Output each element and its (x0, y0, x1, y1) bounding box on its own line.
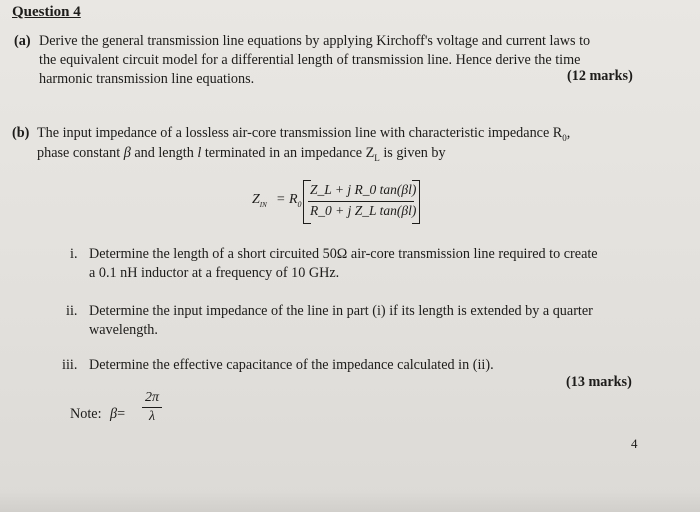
part-b-marks: (13 marks) (566, 374, 632, 390)
part-b-line-1-sub: 0 (562, 132, 567, 143)
note-label: Note: (70, 406, 102, 422)
part-b-line-2-a: phase constant (37, 145, 124, 161)
part-b-line-2 (37, 144, 446, 168)
item-ii-line-2: wavelength. (89, 322, 158, 338)
note-fraction-line (142, 407, 162, 408)
note-beta (110, 405, 125, 424)
item-ii-num: ii. (66, 303, 78, 319)
note-eq-sign: = (117, 406, 126, 422)
formula-denominator: R_0 + j Z_L tan(βl) (310, 203, 417, 218)
formula-lhs (252, 192, 267, 209)
part-a-line-2: the equivalent circuit model for a differential length of transmission line. Hence derive the time (39, 52, 581, 68)
part-b-line-1-end: , (566, 125, 571, 141)
part-b-line-2-b: and length (130, 145, 198, 161)
zl-sub: L (374, 152, 380, 163)
part-b-line-1-text: The input impedance of a lossless air-core transmission line with characteristic impedance R (37, 125, 563, 141)
input-impedance-formula (252, 180, 432, 224)
part-b-line-2-d: is given by (379, 145, 446, 161)
beta-symbol: β (123, 145, 131, 161)
part-a-marks: (12 marks) (567, 68, 633, 84)
part-b-label: (b) (12, 125, 30, 141)
note-denominator: λ (148, 409, 156, 425)
item-iii-line-1: Determine the effective capacitance of the impedance calculated in (ii). (89, 357, 494, 373)
formula-eq-sub: 0 (297, 199, 302, 209)
length-symbol: l (197, 145, 202, 161)
formula-eq (276, 192, 302, 209)
part-b-line-2-c: terminated in an impedance Z (201, 145, 375, 161)
item-i-line-2: a 0.1 nH inductor at a frequency of 10 GHz. (89, 265, 340, 281)
formula-lhs-z: Z (252, 192, 260, 207)
part-a-line-3: harmonic transmission line equations. (39, 71, 255, 87)
note-numerator: 2π (144, 390, 159, 405)
formula-right-bracket (412, 180, 420, 224)
note-fraction (140, 390, 164, 425)
part-a-line-1: Derive the general transmission line equations by applying Kirchoff's voltage and current laws to (39, 33, 591, 49)
item-i-line-1: Determine the length of a short circuited 50Ω air-core transmission line required to create (89, 246, 598, 262)
question-heading: Question 4 (12, 4, 81, 20)
page-number: 4 (631, 436, 638, 451)
formula-numerator: Z_L + j R_0 tan(βl) (310, 182, 417, 197)
part-a-label: (a) (14, 33, 31, 49)
item-iii-num: iii. (62, 357, 78, 373)
formula-eq-r: = R (276, 192, 298, 207)
item-i-num: i. (70, 246, 78, 262)
note-beta-symbol: β (110, 406, 118, 422)
item-ii-line-1: Determine the input impedance of the line in part (i) if its length is extended by a quarter (89, 303, 593, 319)
formula-fraction-line (308, 201, 414, 202)
page-bottom-shadow (0, 490, 700, 512)
formula-lhs-sub: IN (259, 200, 267, 209)
